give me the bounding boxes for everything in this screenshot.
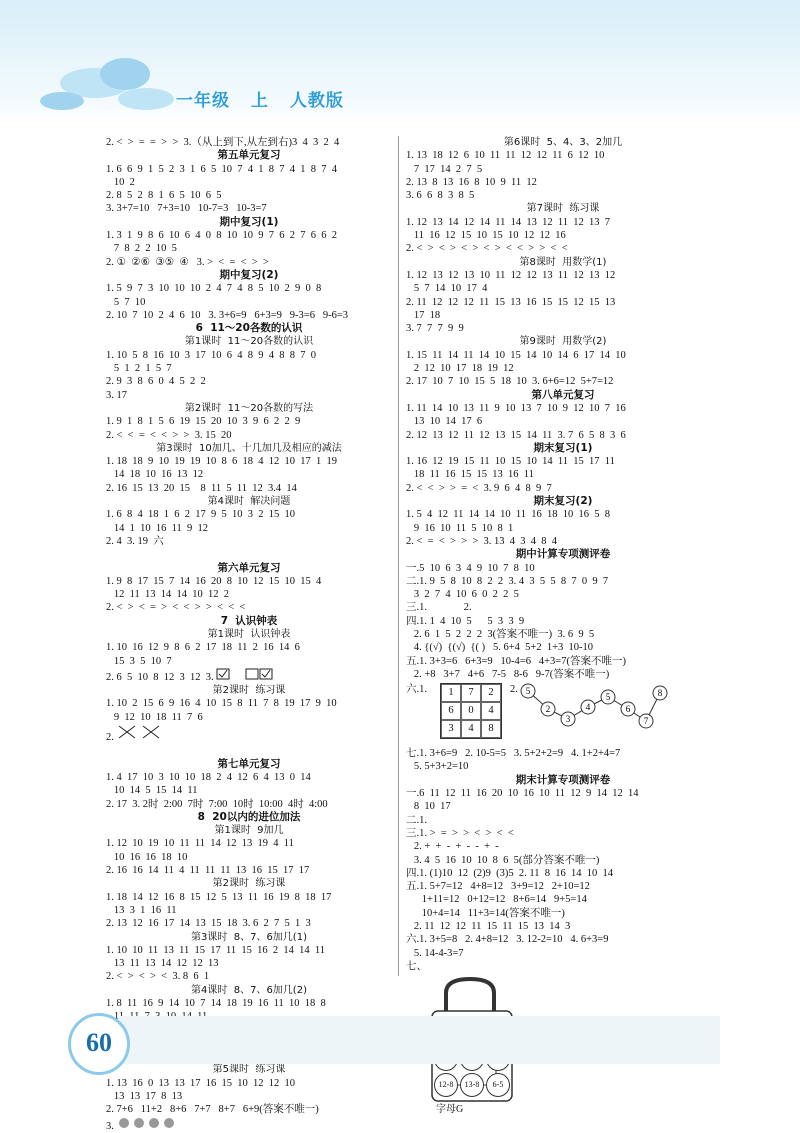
- answer-line: 1. 9 1 8 1 5 6 19 15 20 10 3 9 6 2 2 9: [106, 416, 301, 428]
- answer-line: 13 13 17 8 13: [106, 1091, 183, 1103]
- answer-line: 3. 6 6 8 3 8 5: [406, 190, 475, 202]
- answer-line: 1. 12 13 12 13 10 11 12 12 13 11 12 13 12: [406, 269, 616, 281]
- section-heading: 8 20以内的进位加法: [197, 810, 301, 823]
- spacer: [106, 744, 392, 757]
- answer-line: 1. 10 16 12 9 8 6 2 17 18 11 2 16 14 6: [106, 642, 300, 654]
- answer-line: 10+4=14 11+3=14(答案不唯一): [406, 907, 565, 919]
- answer-line: 3.: [106, 1117, 392, 1133]
- question-label: 2.: [510, 684, 518, 696]
- chain-node-label: 4: [585, 702, 591, 713]
- answer-line: 七、: [406, 960, 427, 972]
- answer-line: 四.1. (1)10 12 (2)9 (3)5 2. 11 8 16 14 10 14: [406, 867, 613, 879]
- answer-line: 一.5 10 6 3 4 9 10 7 8 10: [406, 562, 535, 574]
- section-heading: 7 认识钟表: [220, 614, 278, 627]
- section-heading: 6 11～20各数的认识: [195, 322, 303, 335]
- chain-node-label: 3: [565, 714, 571, 725]
- grid-cell: 2: [481, 684, 501, 702]
- number-chain: [518, 683, 668, 729]
- answer-line: 2. 11 12 12 11 15 11 15 13 14 3: [406, 921, 571, 933]
- lesson-heading: 第2课时 练习课: [212, 685, 286, 697]
- footer-bar: [120, 1016, 720, 1064]
- answer-line: 18 11 16 15 15 13 16 11: [406, 469, 534, 481]
- answer-line: 2. 13 12 16 17 14 13 15 18 3. 6 2 7 5 1 3: [106, 918, 311, 930]
- answer-line: 10 16 16 18 10: [106, 851, 188, 863]
- answer-line: 三.1. 2.: [406, 602, 504, 614]
- cloud-decoration: [100, 58, 150, 90]
- answer-line: 2. + + - + - - + -: [406, 841, 499, 853]
- answer-line: 1. 13 16 0 13 13 17 16 15 10 12 12 10: [106, 1077, 295, 1089]
- answer-line: 三.1. > = > > < > < <: [406, 827, 514, 839]
- grid-cell: 1: [441, 684, 461, 702]
- section-heading: 期末复习(2): [533, 495, 593, 508]
- answer-line: 9 16 10 11 5 10 8 1: [406, 522, 514, 534]
- answer-line: 2. < > < = > < < > > < < <: [106, 602, 246, 614]
- answer-line: 13 11 13 14 12 12 13: [106, 958, 219, 970]
- answer-line: 2. 16 15 13 20 15 8 11 5 11 12 3.4 14: [106, 482, 297, 494]
- answer-line: 2. < < > > = < 3. 9 6 4 8 9 7: [406, 482, 552, 494]
- grid-cell: 6: [441, 702, 461, 720]
- answer-line: 1. 10 2 15 6 9 16 4 10 15 8 11 7 8 19 17 9 10: [106, 698, 337, 710]
- answer-line: 3. 3+7=10 7+3=10 10-7=3 10-3=7: [106, 203, 267, 215]
- lesson-heading: 第3课时 10加几、十几加几及相应的减法: [156, 442, 342, 454]
- answer-line: 5. 5+3+2=10: [406, 761, 469, 773]
- answer-line: 1. 10 10 11 13 11 15 17 11 15 16 2 14 14 11: [106, 944, 325, 956]
- answer-line: 2. 6 5 10 8 12 3 12 3.: [106, 668, 392, 684]
- section-heading: 期中计算专项测评卷: [515, 548, 611, 561]
- number-grid: [440, 683, 502, 739]
- chain-node-label: 2: [545, 704, 551, 715]
- answer-line: 1. 18 14 12 16 8 15 12 5 13 11 16 19 8 18 17: [106, 891, 332, 903]
- section-heading: 第五单元复习: [217, 149, 281, 162]
- lesson-heading: 第2课时 11～20各数的写法: [184, 402, 314, 414]
- grid-cell: 7: [461, 684, 481, 702]
- answer-line: 13 10 14 17 6: [406, 416, 483, 428]
- answer-line: 1. 5 9 7 3 10 10 10 2 4 7 4 8 5 10 2 9 0 8: [106, 283, 322, 295]
- grid-cell: 4: [481, 702, 501, 720]
- grid-cell: 0: [461, 702, 481, 720]
- grid-cell: 4: [461, 720, 481, 738]
- lesson-heading: 第6课时 5、4、3、2加几: [503, 137, 623, 148]
- answer-line: 5. 14-4-3=7: [406, 947, 464, 959]
- answer-line: 二.1. 9 5 8 10 8 2 2 3. 4 3 5 5 8 7 0 9 7: [406, 575, 609, 587]
- lesson-heading: 第3课时 8、7、6加几(1): [191, 931, 307, 943]
- lesson-heading: 第9课时 用数学(2): [519, 336, 607, 348]
- chain-node-label: 7: [643, 716, 649, 727]
- header-band: [0, 0, 800, 122]
- chain-node-label: 8: [657, 688, 663, 699]
- answer-line: 2. 11 12 12 12 11 15 13 16 15 15 12 15 13: [406, 296, 616, 308]
- answer-line: 1. 12 13 14 12 14 11 14 13 12 11 12 13 7: [406, 216, 610, 228]
- chain-node-label: 5: [525, 686, 531, 697]
- answer-line: 2. < > < > < > < > < < > > < <: [406, 243, 568, 255]
- answer-line: 8 10 17: [406, 801, 451, 813]
- page-number: 60: [68, 1013, 130, 1075]
- chain-node-label: 6: [625, 704, 631, 715]
- answer-line: 1. 13 18 12 6 10 11 11 12 12 11 6 12 10: [406, 150, 605, 162]
- answer-column-right: [406, 136, 720, 1125]
- answer-line: 七.1. 3+6=9 2. 10-5=5 3. 5+2+2=9 4. 1+2+4=7: [406, 748, 621, 760]
- answer-line: 14 18 10 16 13 12: [106, 469, 204, 481]
- answer-line: 5 1 2 1 5 7: [106, 363, 172, 375]
- section-heading: 第六单元复习: [217, 561, 281, 574]
- column-divider: [398, 136, 399, 976]
- answer-line: 1. 5 4 12 11 14 14 10 11 16 18 10 16 5 8: [406, 509, 610, 521]
- lock-circle: 13-8: [460, 1073, 484, 1097]
- cloud-decoration: [40, 92, 84, 110]
- answer-line: 7 17 14 2 7 5: [406, 163, 483, 175]
- answer-line: 2.: [106, 724, 392, 744]
- answer-line: 五.1. 5+7=12 4+8=12 3+9=12 2+10=12: [406, 881, 590, 893]
- section-heading: 期中复习(1): [219, 215, 279, 228]
- answer-line: 2. < > = = > > 3.（从上到下,从左到右)3 4 3 2 4: [106, 137, 340, 148]
- answer-line: 一.6 11 12 11 16 20 10 16 10 11 12 9 14 12 14: [406, 788, 639, 800]
- grade-title: [176, 86, 358, 111]
- answer-line: 3. 4 5 16 10 10 8 6 5(部分答案不唯一): [406, 854, 600, 866]
- lock-circle: 6-5: [486, 1073, 510, 1097]
- answer-line: 2. 9 3 8 6 0 4 5 2 2: [106, 376, 206, 388]
- question-label: 六.1.: [406, 684, 427, 696]
- answer-line: 1. 6 6 9 1 5 2 3 1 6 5 10 7 4 1 8 7 4 1 8 7 4: [106, 163, 337, 175]
- answer-line: 1. 6 8 4 18 1 6 2 17 9 5 10 3 2 15 10: [106, 509, 295, 521]
- answer-line: 2. 7+6 11+2 8+6 7+7 8+7 6+9(答案不唯一): [106, 1104, 319, 1116]
- answer-line: 1. 3 1 9 8 6 10 6 4 0 8 10 10 9 7 6 2 7 6 6 2: [106, 230, 337, 242]
- answer-line: 六.1. 3+5=8 2. 4+8=12 3. 12-2=10 4. 6+3=9: [406, 934, 609, 946]
- answer-column-left: [106, 136, 392, 1133]
- answer-line: 2. 17 10 7 10 15 5 18 10 3. 6+6=12 5+7=12: [406, 376, 614, 388]
- answer-line: 2. 13 8 13 16 8 10 9 11 12: [406, 176, 537, 188]
- lesson-heading: 第2课时 练习课: [212, 878, 286, 890]
- lesson-heading: 第4课时 8、7、6加几(2): [191, 984, 307, 996]
- answer-line: 5 7 10: [106, 296, 146, 308]
- edition-label: 人教版: [289, 91, 344, 111]
- lesson-heading: 第1课时 11～20各数的认识: [184, 336, 314, 348]
- answer-line: 1. 15 11 14 11 14 10 15 14 10 14 6 17 14 10: [406, 349, 626, 361]
- answer-line: 1. 4 17 10 3 10 10 18 2 4 12 6 4 13 0 14: [106, 771, 311, 783]
- answer-line: 1. 12 10 19 10 11 11 14 12 13 19 4 11: [106, 838, 294, 850]
- lesson-heading: 第1课时 9加几: [214, 825, 284, 837]
- lesson-heading: 第5课时 练习课: [212, 1064, 286, 1076]
- answer-line: 2. 8 5 2 8 1 6 5 10 6 5: [106, 190, 222, 202]
- section-heading: 期末复习(1): [533, 441, 593, 454]
- answer-line: 13 3 1 16 11: [106, 904, 177, 916]
- answer-line: 11: [113, 1011, 124, 1023]
- answer-line: 15 3 5 10 7: [106, 655, 172, 667]
- answer-line: 14 1 10 16 11 9 12: [106, 522, 208, 534]
- answer-line: 2. < = < > > > 3. 13 4 3 4 8 4: [406, 535, 558, 547]
- answer-line: 11 16 12 15 10 15 10 12 12 16: [406, 230, 566, 242]
- answer-line: 2. 16 16 14 11 4 11 11 11 13 16 15 17 17: [106, 865, 310, 877]
- lock-circle: 12-8: [434, 1073, 458, 1097]
- answer-line: 1+11=12 0+12=12 8+6=14 9+5=14: [406, 894, 587, 906]
- grid-and-chain-figure: [406, 683, 720, 745]
- answer-line: 10 14 5 15 14 11: [106, 785, 198, 797]
- answer-line: 2. 6 1 5 2 2 2 3(答案不唯一) 3. 6 9 5: [406, 628, 595, 640]
- answer-line: 17 18: [406, 309, 441, 321]
- grid-cell: 8: [481, 720, 501, 738]
- section-heading: 期中复习(2): [219, 268, 279, 281]
- answer-line: 12 11 13 14 14 10 12 2: [106, 589, 229, 601]
- answer-line: 1. 18 18 9 10 19 19 10 8 6 18 4 12 10 17 1 19: [106, 456, 337, 468]
- chain-node-label: 5: [605, 692, 611, 703]
- circle-answers: [114, 1121, 181, 1132]
- answer-line: 2. < > < > < 3. 8 6 1: [106, 971, 210, 983]
- answer-line: 1. 8 11 16 9 14 10 7 14 18 19 16 11 10 18 8: [106, 998, 326, 1009]
- answer-line: 2. 4 3. 19 六: [106, 535, 164, 547]
- section-heading: 第七单元复习: [217, 757, 281, 770]
- answer-line: 1. 11 14 10 13 11 9 10 13 7 10 9 12 10 7 16: [406, 402, 626, 414]
- answer-line: 2. +8 3+7 4+6 7-5 8-6 9-7(答案不唯一): [406, 668, 610, 680]
- spacer: [106, 548, 392, 561]
- figure-caption: 字母G: [436, 1104, 464, 1116]
- volume-label: 上: [250, 91, 269, 111]
- answer-line: 2 12 10 17 18 19 12: [406, 363, 514, 375]
- answer-line: 4. {(√) {(√) {( ) 5. 6+4 5+2 1+3 10-10: [406, 642, 594, 654]
- cross-match-lines: [114, 732, 163, 743]
- checkbox-answers: [214, 672, 277, 683]
- lesson-heading: 第4课时 解决问题: [207, 496, 291, 508]
- answer-line: 5 7 14 10 17 4: [406, 283, 488, 295]
- answer-line: 9 12 10 18 11 7 6: [106, 711, 203, 723]
- grade-label: 一年级: [176, 91, 230, 111]
- answer-line: 2. ① ②⑥ ③⑤ ④ 3. > < = < > >: [106, 256, 269, 268]
- answer-line: 7 8 2 2 10 5: [106, 243, 177, 255]
- section-heading: 期末计算专项测评卷: [515, 773, 611, 786]
- answer-line: 3. 7 7 7 9 9: [406, 323, 464, 335]
- answer-line: 二.1.: [406, 814, 427, 826]
- grid-cell: 3: [441, 720, 461, 738]
- section-heading: 第八单元复习: [531, 388, 595, 401]
- answer-line: 3 2 7 4 10 6 0 2 2 5: [406, 589, 519, 601]
- answer-line: 四.1. 1 4 10 5 5 3 3 9: [406, 615, 525, 627]
- answer-line: 10 2: [106, 176, 135, 188]
- cloud-decoration: [118, 88, 174, 110]
- answer-line: 1. 16 12 19 15 11 10 15 10 14 11 15 17 11: [406, 456, 615, 468]
- answer-line: 3. 17: [106, 389, 127, 401]
- lesson-heading: 第1课时 认识钟表: [207, 628, 291, 640]
- answer-line: 2. 17 3. 2时 2:00 7时 7:00 10时 10:00 4时 4:00: [106, 798, 328, 810]
- answer-line: 2. 12 13 12 11 12 13 15 14 11 3. 7 6 5 8 3 6: [406, 429, 626, 441]
- lesson-heading: 第7课时 练习课: [526, 203, 600, 215]
- answer-line: 1. 10 5 8 16 10 3 17 10 6 4 8 9 4 8 8 7 0: [106, 349, 316, 361]
- answer-line: 2. < < = < < > > 3. 15 20: [106, 429, 232, 441]
- answer-line: 2. 10 7 10 2 4 6 10 3. 3+6=9 6+3=9 9-3=6 9-6=3: [106, 309, 349, 321]
- answer-line: 五.1. 3+3=6 6+3=9 10-4=6 4+3=7(答案不唯一): [406, 655, 626, 667]
- answer-line: 1. 9 8 17 15 7 14 16 20 8 10 12 15 10 15 4: [106, 575, 322, 587]
- lesson-heading: 第8课时 用数学(1): [519, 256, 607, 268]
